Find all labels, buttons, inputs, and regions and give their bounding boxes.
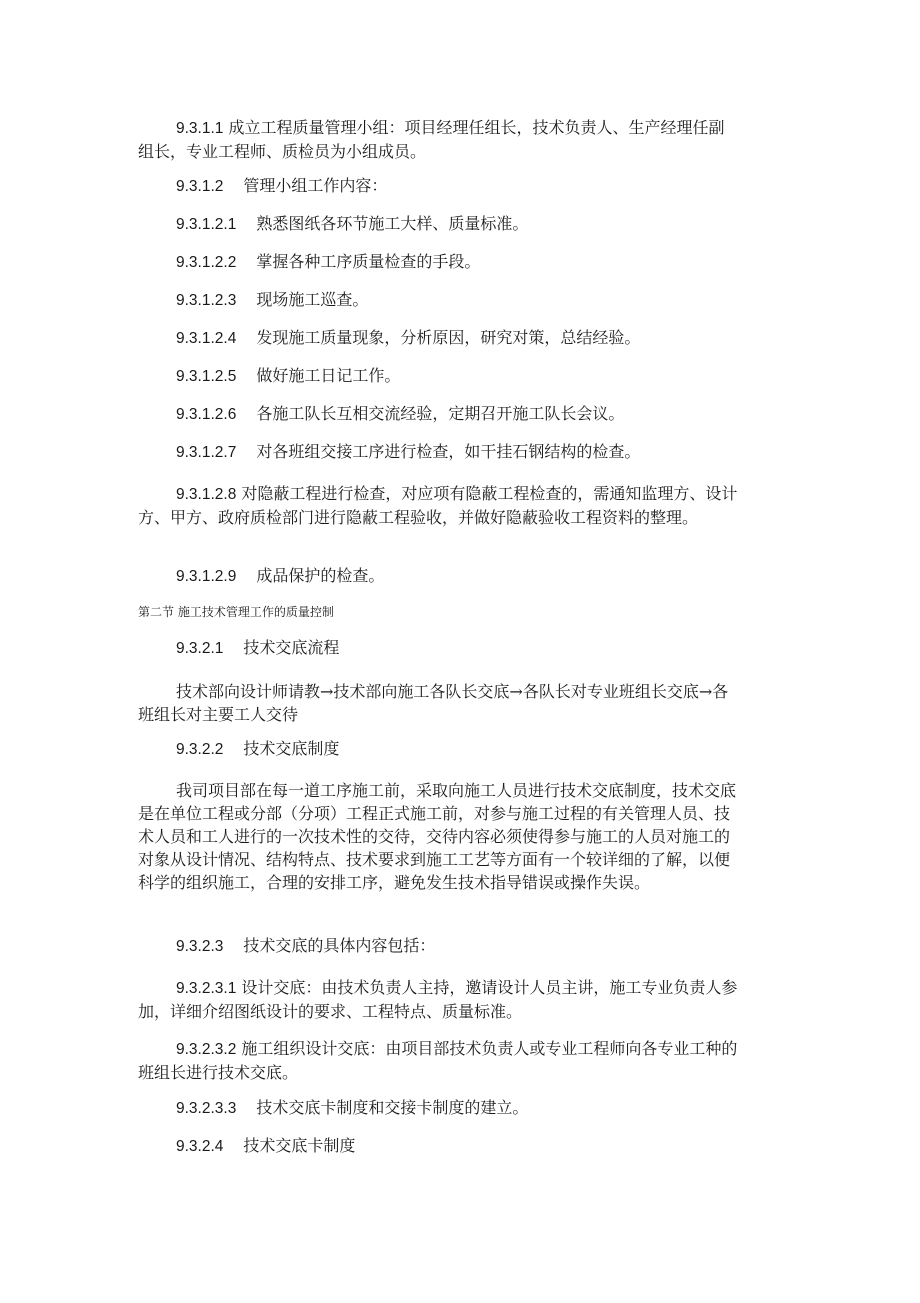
clause-number: 9.3.2.1 bbox=[176, 640, 224, 657]
paragraph-flow bbox=[138, 680, 738, 726]
paragraph-9-3-2-3 bbox=[138, 934, 738, 958]
clause-number: 9.3.1.2.8 bbox=[176, 486, 237, 503]
paragraph-9-3-2-1 bbox=[138, 636, 738, 660]
section-heading: 第二节 施工技术管理工作的质量控制 bbox=[138, 605, 334, 619]
clause-number: 9.3.2.3.1 bbox=[176, 980, 237, 997]
paragraph-9-3-1-2-4 bbox=[138, 326, 738, 350]
clause-text: 掌握各种工序质量检查的手段。 bbox=[256, 252, 481, 271]
clause-text: 技术交底制度 bbox=[243, 739, 340, 758]
clause-text: 技术交底的具体内容包括： bbox=[243, 936, 436, 955]
clause-text: 我司项目部在每一道工序施工前，采取向施工人员进行技术交底制度，技术交底是在单位工程或分部（分项）工程正式施工前，对参与施工过程的有关管理人员、技术人员和工人进行的一次技术性的交待，交待内容必须使得参与施工的人员对施工的对象从设计情况、结构特点、技术要求到施工工艺等方面有一个较详细的了解，以便科学的组织施工，合理的安排工序，避免发生技术指导错误或操作失误。 bbox=[138, 781, 737, 892]
clause-number: 9.3.1.1 bbox=[176, 120, 224, 137]
clause-text: 发现施工质量现象，分析原因，研究对策，总结经验。 bbox=[256, 328, 641, 347]
clause-number: 9.3.1.2.5 bbox=[176, 368, 237, 385]
clause-text: 各施工队长互相交流经验，定期召开施工队长会议。 bbox=[256, 404, 625, 423]
paragraph-9-3-2-3-3 bbox=[138, 1096, 738, 1120]
paragraph-9-3-2-4 bbox=[138, 1134, 738, 1158]
paragraph-9-3-1-2-6 bbox=[138, 402, 738, 426]
clause-number: 9.3.1.2.2 bbox=[176, 254, 237, 271]
paragraph-9-3-1-2-7 bbox=[138, 440, 738, 464]
clause-number: 9.3.2.3 bbox=[176, 938, 224, 955]
clause-text: 施工组织设计交底：由项目部技术负责人或专业工程师向各专业工种的班组长进行技术交底。 bbox=[138, 1039, 738, 1082]
clause-number: 9.3.1.2.4 bbox=[176, 330, 237, 347]
clause-text: 技术部向设计师请教→技术部向施工各队长交底→各队长对专业班组长交底→各班组长对主要工人交待 bbox=[138, 682, 729, 724]
clause-text: 技术交底卡制度和交接卡制度的建立。 bbox=[256, 1098, 529, 1117]
clause-text: 熟悉图纸各环节施工大样、质量标准。 bbox=[256, 214, 529, 233]
clause-text: 技术交底流程 bbox=[243, 638, 340, 657]
paragraph-9-3-1-2 bbox=[138, 174, 738, 198]
paragraph-9-3-1-2-3 bbox=[138, 288, 738, 312]
paragraph-9-3-1-1 bbox=[138, 116, 738, 163]
clause-text: 做好施工日记工作。 bbox=[256, 366, 401, 385]
paragraph-9-3-1-2-5 bbox=[138, 364, 738, 388]
clause-number: 9.3.2.4 bbox=[176, 1138, 224, 1155]
clause-number: 9.3.1.2.3 bbox=[176, 292, 237, 309]
clause-text: 成品保护的检查。 bbox=[256, 566, 385, 585]
clause-text: 设计交底：由技术负责人主持，邀请设计人员主讲，施工专业负责人参加，详细介绍图纸设计的要求、工程特点、质量标准。 bbox=[138, 978, 738, 1021]
paragraph-9-3-2-2 bbox=[138, 737, 738, 761]
clause-number: 9.3.1.2.1 bbox=[176, 216, 237, 233]
clause-text: 成立工程质量管理小组：项目经理任组长，技术负责人、生产经理任副组长，专业工程师、质检员为小组成员。 bbox=[138, 118, 725, 161]
clause-number: 9.3.2.2 bbox=[176, 741, 224, 758]
clause-number: 9.3.1.2.7 bbox=[176, 444, 237, 461]
clause-number: 9.3.2.3.2 bbox=[176, 1041, 237, 1058]
clause-text: 现场施工巡查。 bbox=[256, 290, 369, 309]
clause-number: 9.3.2.3.3 bbox=[176, 1100, 237, 1117]
paragraph-system bbox=[138, 779, 738, 894]
clause-text: 对隐蔽工程进行检查，对应项有隐蔽工程检查的，需通知监理方、设计方、甲方、政府质检部门进行隐蔽工程验收，并做好隐蔽验收工程资料的整理。 bbox=[138, 484, 738, 527]
paragraph-9-3-1-2-1 bbox=[138, 212, 738, 236]
paragraph-9-3-1-2-8 bbox=[138, 482, 738, 529]
clause-number: 9.3.1.2 bbox=[176, 178, 224, 195]
clause-number: 9.3.1.2.9 bbox=[176, 568, 237, 585]
paragraph-9-3-2-3-2 bbox=[138, 1037, 738, 1084]
paragraph-9-3-2-3-1 bbox=[138, 976, 738, 1023]
clause-text: 对各班组交接工序进行检查，如干挂石钢结构的检查。 bbox=[256, 442, 641, 461]
clause-text: 技术交底卡制度 bbox=[243, 1136, 356, 1155]
paragraph-9-3-1-2-2 bbox=[138, 250, 738, 274]
clause-text: 管理小组工作内容： bbox=[243, 176, 388, 195]
clause-number: 9.3.1.2.6 bbox=[176, 406, 237, 423]
paragraph-9-3-1-2-9 bbox=[138, 564, 738, 588]
